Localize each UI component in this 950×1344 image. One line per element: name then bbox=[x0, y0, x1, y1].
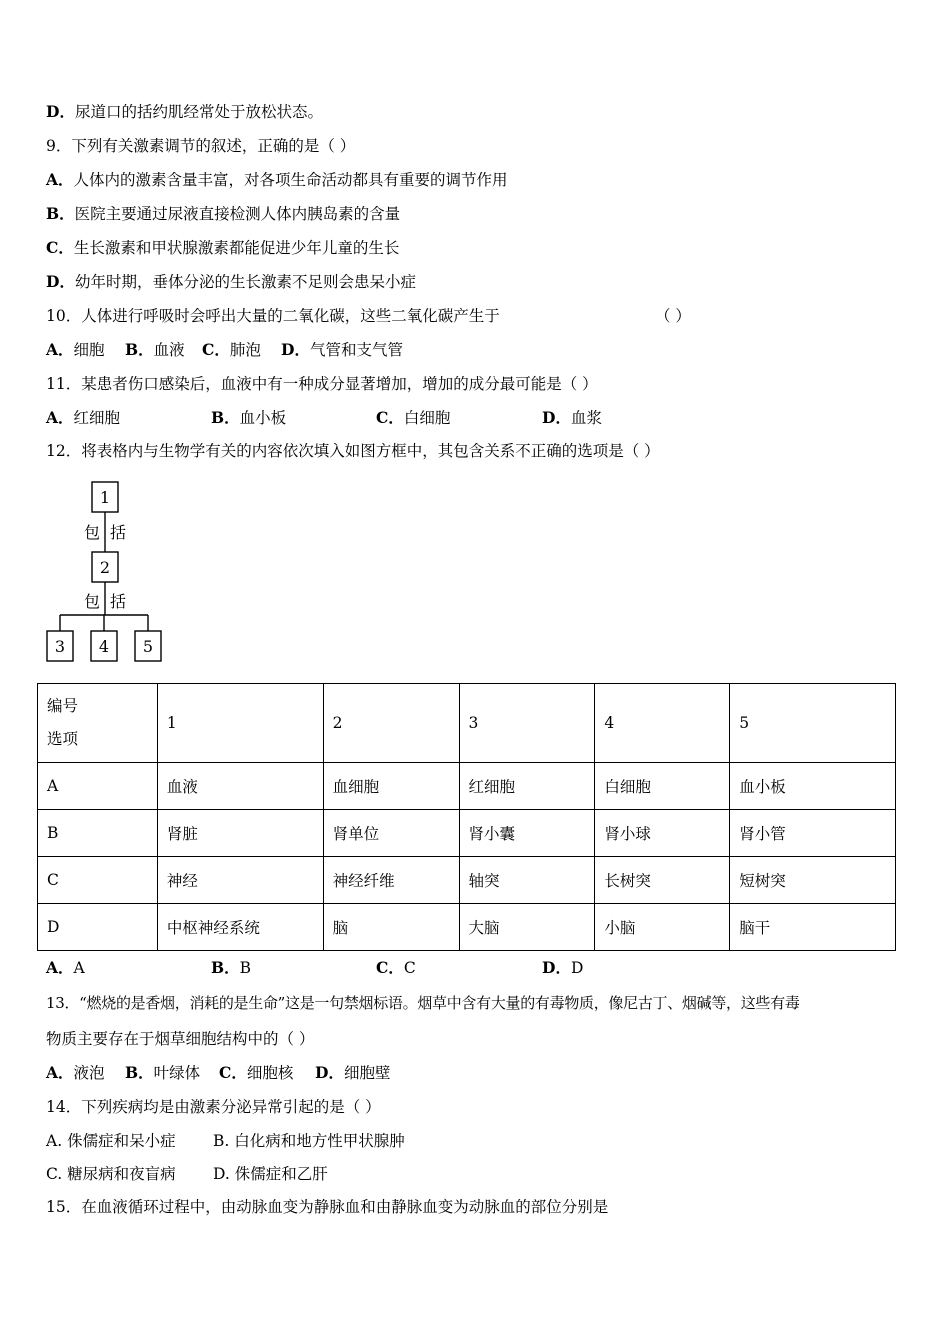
q13-option-c bbox=[219, 1063, 293, 1083]
q9-stem: 9．下列有关激素调节的叙述，正确的是（ ） bbox=[46, 137, 356, 155]
option-label: C． bbox=[376, 408, 404, 427]
option-label: C． bbox=[46, 238, 74, 257]
table-cell: 白细胞 bbox=[595, 763, 730, 810]
diagram-box-3-label: 3 bbox=[54, 637, 66, 656]
table-header-cell: 5 bbox=[730, 684, 896, 763]
option-text: A bbox=[73, 959, 85, 977]
q10-stem: 10．人体进行呼吸时会呼出大量的二氧化碳，这些二氧化碳产生于 bbox=[46, 307, 500, 325]
option-text: 气管和支气管 bbox=[309, 341, 403, 359]
q14-option-b bbox=[213, 1131, 405, 1151]
diagram-box-4-label: 4 bbox=[98, 637, 110, 656]
option-label: D． bbox=[542, 408, 571, 427]
q14-option-a bbox=[46, 1131, 176, 1151]
diagram-box-2-label: 2 bbox=[99, 558, 111, 577]
option-label: B． bbox=[125, 1063, 154, 1082]
table-row-option: C bbox=[38, 857, 158, 904]
option-text: 生长激素和甲状腺激素都能促进少年儿童的生长 bbox=[73, 239, 400, 257]
option-label: B． bbox=[211, 958, 240, 977]
q10-answer-blank: （ ） bbox=[655, 307, 691, 325]
q12-option-a bbox=[46, 958, 85, 978]
q13-option-a bbox=[46, 1063, 105, 1083]
option-label: D． bbox=[281, 340, 310, 359]
option-text: 尿道口的括约肌经常处于放松状态。 bbox=[74, 103, 323, 121]
table-cell: 中枢神经系统 bbox=[157, 904, 323, 951]
option-text: 侏儒症和呆小症 bbox=[67, 1132, 176, 1150]
q10-option-c bbox=[202, 340, 261, 360]
table-cell: 肾小囊 bbox=[459, 810, 595, 857]
table-cell: 神经纤维 bbox=[323, 857, 459, 904]
diagram-link-left-2: 包 bbox=[84, 592, 101, 611]
option-label: D． bbox=[542, 958, 571, 977]
q12-option-b bbox=[211, 958, 251, 978]
option-text: 糖尿病和夜盲病 bbox=[67, 1165, 176, 1183]
table-cell: 短树突 bbox=[730, 857, 896, 904]
table-cell: 脑干 bbox=[730, 904, 896, 951]
q15-stem: 15．在血液循环过程中，由动脉血变为静脉血和由静脉血变为动脉血的部位分别是 bbox=[46, 1198, 609, 1216]
table-cell: 肾小球 bbox=[595, 810, 730, 857]
diagram-box-1-label: 1 bbox=[99, 488, 111, 507]
option-label: B． bbox=[125, 340, 154, 359]
option-text: B bbox=[239, 959, 251, 977]
option-label: D. bbox=[213, 1165, 235, 1183]
table-cell: 肾单位 bbox=[323, 810, 459, 857]
option-label: A． bbox=[46, 1063, 74, 1082]
option-label: B. bbox=[213, 1132, 235, 1150]
table-row bbox=[38, 810, 896, 857]
q13-stem-line2: 物质主要存在于烟草细胞结构中的（ ） bbox=[46, 1030, 315, 1048]
diagram-box-5-label: 5 bbox=[142, 637, 154, 656]
option-label: C． bbox=[219, 1063, 247, 1082]
q10-option-b bbox=[125, 340, 185, 360]
q11-option-d bbox=[542, 408, 602, 428]
table-row-option: B bbox=[38, 810, 158, 857]
table-cell: 血小板 bbox=[730, 763, 896, 810]
option-label: B． bbox=[211, 408, 240, 427]
q14-option-d bbox=[213, 1164, 328, 1184]
header-label-number: 编号 bbox=[47, 697, 79, 715]
table-cell: 神经 bbox=[157, 857, 323, 904]
table-row bbox=[38, 763, 896, 810]
diagram-link-right-1: 括 bbox=[110, 523, 127, 542]
hierarchy-diagram bbox=[40, 478, 170, 668]
table-cell: 长树突 bbox=[595, 857, 730, 904]
q13-stem-line1: 13．“燃烧的是香烟，消耗的是生命”这是一句禁烟标语。烟草中含有大量的有毒物质，像尼古丁、烟碱等，这些有毒 bbox=[46, 994, 800, 1012]
table-header-corner bbox=[38, 684, 158, 763]
option-text: 血小板 bbox=[239, 409, 287, 427]
q13-option-b bbox=[125, 1063, 200, 1083]
option-text: 红细胞 bbox=[73, 409, 121, 427]
option-text: 肺泡 bbox=[229, 341, 261, 359]
table-cell: 大脑 bbox=[459, 904, 595, 951]
option-text: 血液 bbox=[153, 341, 185, 359]
option-label: A． bbox=[46, 170, 74, 189]
option-text: 液泡 bbox=[73, 1064, 105, 1082]
table-cell: 血细胞 bbox=[323, 763, 459, 810]
option-label: D． bbox=[46, 102, 75, 121]
option-text: C bbox=[403, 959, 416, 977]
table-cell: 血液 bbox=[157, 763, 323, 810]
diagram-link-left-1: 包 bbox=[84, 523, 101, 542]
option-label: A． bbox=[46, 408, 74, 427]
option-label: C. bbox=[46, 1165, 68, 1183]
option-text: D bbox=[570, 959, 584, 977]
table-row-option: D bbox=[38, 904, 158, 951]
option-text: 幼年时期，垂体分泌的生长激素不足则会患呆小症 bbox=[74, 273, 416, 291]
option-label: B． bbox=[46, 204, 75, 223]
q8-option-d bbox=[46, 102, 323, 122]
table-cell: 肾脏 bbox=[157, 810, 323, 857]
q11-option-c bbox=[376, 408, 450, 428]
q9-option-d bbox=[46, 272, 416, 292]
option-text: 人体内的激素含量丰富，对各项生命活动都具有重要的调节作用 bbox=[73, 171, 508, 189]
q12-option-c bbox=[376, 958, 416, 978]
option-text: 细胞壁 bbox=[343, 1064, 391, 1082]
table-header-row bbox=[38, 684, 896, 763]
q9-option-c bbox=[46, 238, 399, 258]
q10-option-d bbox=[281, 340, 403, 360]
table-cell: 脑 bbox=[323, 904, 459, 951]
table-header-cell: 4 bbox=[595, 684, 730, 763]
option-label: A． bbox=[46, 958, 74, 977]
q12-table bbox=[37, 683, 896, 951]
table-row bbox=[38, 857, 896, 904]
q9-option-b bbox=[46, 204, 400, 224]
option-text: 细胞核 bbox=[246, 1064, 294, 1082]
q14-option-c bbox=[46, 1164, 176, 1184]
option-label: C． bbox=[202, 340, 230, 359]
option-text: 侏儒症和乙肝 bbox=[234, 1165, 328, 1183]
q11-option-a bbox=[46, 408, 120, 428]
q12-stem: 12．将表格内与生物学有关的内容依次填入如图方框中，其包含关系不正确的选项是（ ） bbox=[46, 442, 660, 460]
table-row-option: A bbox=[38, 763, 158, 810]
q10-option-a bbox=[46, 340, 105, 360]
option-text: 医院主要通过尿液直接检测人体内胰岛素的含量 bbox=[74, 205, 401, 223]
option-label: C． bbox=[376, 958, 404, 977]
option-label: A. bbox=[46, 1132, 68, 1150]
table-cell: 红细胞 bbox=[459, 763, 595, 810]
q11-stem: 11．某患者伤口感染后，血液中有一种成分显著增加，增加的成分最可能是（ ） bbox=[46, 375, 598, 393]
option-text: 白细胞 bbox=[403, 409, 451, 427]
header-label-option: 选项 bbox=[47, 730, 79, 748]
table-header-cell: 3 bbox=[459, 684, 595, 763]
table-cell: 小脑 bbox=[595, 904, 730, 951]
q14-stem: 14．下列疾病均是由激素分泌异常引起的是（ ） bbox=[46, 1098, 381, 1116]
table-header-cell: 1 bbox=[157, 684, 323, 763]
option-text: 叶绿体 bbox=[153, 1064, 201, 1082]
diagram-link-right-2: 括 bbox=[110, 592, 127, 611]
q9-option-a bbox=[46, 170, 508, 190]
table-cell: 肾小管 bbox=[730, 810, 896, 857]
q12-option-d bbox=[542, 958, 583, 978]
table-row bbox=[38, 904, 896, 951]
option-label: D． bbox=[315, 1063, 344, 1082]
option-text: 白化病和地方性甲状腺肿 bbox=[234, 1132, 405, 1150]
table-cell: 轴突 bbox=[459, 857, 595, 904]
q11-option-b bbox=[211, 408, 286, 428]
q13-option-d bbox=[315, 1063, 390, 1083]
option-text: 血浆 bbox=[570, 409, 602, 427]
table-header-cell: 2 bbox=[323, 684, 459, 763]
option-label: A． bbox=[46, 340, 74, 359]
option-text: 细胞 bbox=[73, 341, 105, 359]
option-label: D． bbox=[46, 272, 75, 291]
